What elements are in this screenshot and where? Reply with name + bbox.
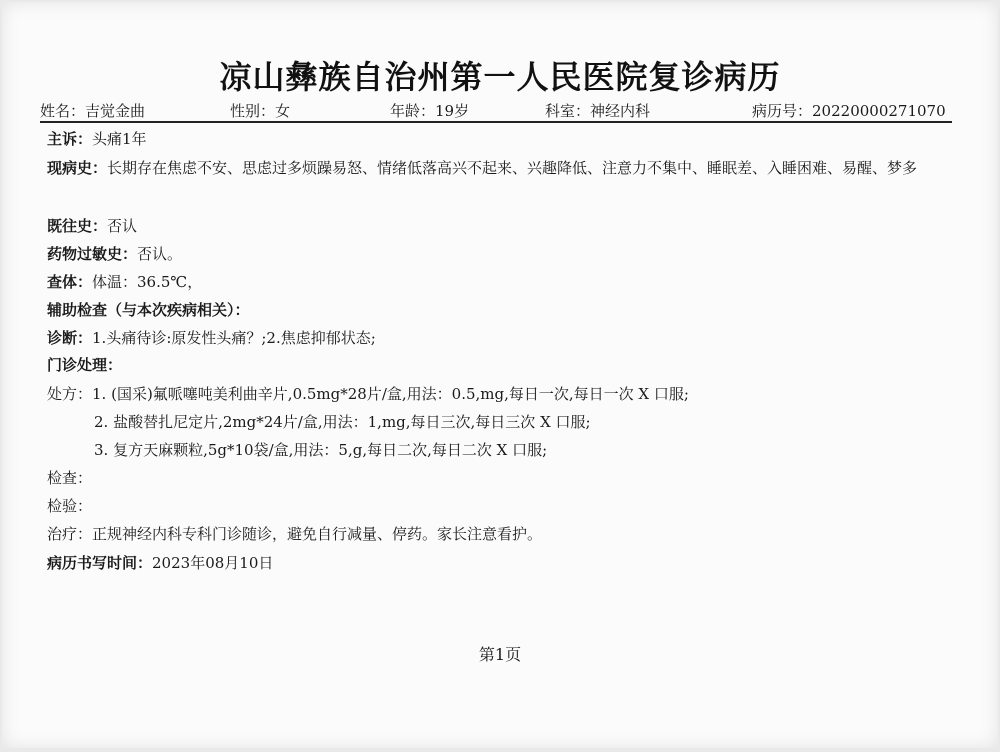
chief-complaint bbox=[47, 128, 147, 149]
sex-value: 女 bbox=[275, 102, 291, 120]
exam-value: 体温：36.5℃， bbox=[92, 273, 203, 291]
prescription-item: 2. 盐酸替扎尼定片,2mg*24片/盒,用法：1,mg,每日三次,每日三次 X 口服; bbox=[94, 413, 591, 431]
lab-test bbox=[47, 495, 92, 516]
exam-label: 查体： bbox=[47, 273, 93, 291]
age-label: 年龄： bbox=[390, 102, 436, 120]
patient-info-bar bbox=[40, 99, 952, 123]
outpatient-label: 门诊处理： bbox=[47, 356, 123, 374]
diagnosis-label: 诊断： bbox=[47, 329, 93, 347]
physical-exam bbox=[47, 271, 202, 292]
name-value: 吉觉金曲 bbox=[85, 102, 146, 120]
prescription-line-1 bbox=[47, 383, 689, 404]
treatment-value: 正规神经内科专科门诊随诊，避免自行减量、停药。家长注意看护。 bbox=[92, 525, 543, 543]
check bbox=[47, 467, 92, 488]
past-history-value: 否认 bbox=[107, 217, 138, 235]
record-label: 病历号： bbox=[752, 102, 813, 120]
treatment bbox=[47, 523, 542, 544]
allergy-label: 药物过敏史： bbox=[47, 245, 138, 263]
auxiliary-exam bbox=[47, 299, 250, 320]
present-illness bbox=[47, 155, 967, 182]
diagnosis-value: 1.头痛待诊:原发性头痛？;2.焦虑抑郁状态; bbox=[92, 329, 376, 347]
present-illness-label: 现病史： bbox=[47, 159, 108, 177]
treatment-label: 治疗： bbox=[47, 525, 93, 543]
prescription-item: 3. 复方天麻颗粒,5g*10袋/盒,用法：5,g,每日二次,每日二次 X 口服; bbox=[94, 441, 548, 459]
past-history bbox=[47, 215, 137, 236]
check-label: 检查： bbox=[47, 469, 93, 487]
aux-exam-label: 辅助检查（与本次疾病相关）： bbox=[47, 301, 250, 319]
patient-dept bbox=[545, 100, 650, 121]
chief-complaint-value: 头痛1年 bbox=[92, 130, 147, 148]
name-label: 姓名： bbox=[40, 102, 86, 120]
medical-record-page bbox=[2, 2, 998, 748]
dept-value: 神经内科 bbox=[590, 102, 651, 120]
prescription-line-2 bbox=[94, 411, 591, 432]
record-value: 20220000271070 bbox=[812, 102, 946, 120]
patient-age bbox=[390, 100, 469, 121]
page-number: 第1页 bbox=[478, 645, 522, 664]
write-time-label: 病历书写时间： bbox=[47, 554, 153, 572]
patient-sex bbox=[230, 100, 290, 121]
patient-name bbox=[40, 100, 145, 121]
present-illness-value: 长期存在焦虑不安、思虑过多烦躁易怒、情绪低落高兴不起来、兴趣降低、注意力不集中、睡眠差、入睡困难、易醒、梦多 bbox=[107, 159, 918, 177]
sex-label: 性别： bbox=[230, 102, 276, 120]
prescription-item: 1. (国采)氟哌噻吨美利曲辛片,0.5mg*28片/盒,用法：0.5,mg,每日一次,每日一次 X 口服; bbox=[92, 385, 689, 403]
dept-label: 科室： bbox=[545, 102, 591, 120]
write-time-value: 2023年08月10日 bbox=[152, 554, 274, 572]
prescription-line-3 bbox=[94, 439, 547, 460]
write-time bbox=[47, 552, 273, 573]
chief-complaint-label: 主诉： bbox=[47, 130, 93, 148]
outpatient-handling bbox=[47, 354, 122, 375]
allergy-history bbox=[47, 243, 182, 264]
patient-record-no bbox=[752, 100, 946, 121]
allergy-value: 否认。 bbox=[137, 245, 183, 263]
age-value: 19岁 bbox=[435, 102, 470, 120]
diagnosis bbox=[47, 327, 376, 348]
document-title: 凉山彝族自治州第一人民医院复诊病历 bbox=[219, 58, 781, 96]
test-label: 检验： bbox=[47, 497, 93, 515]
prescription-label: 处方： bbox=[47, 385, 93, 403]
past-history-label: 既往史： bbox=[47, 217, 108, 235]
